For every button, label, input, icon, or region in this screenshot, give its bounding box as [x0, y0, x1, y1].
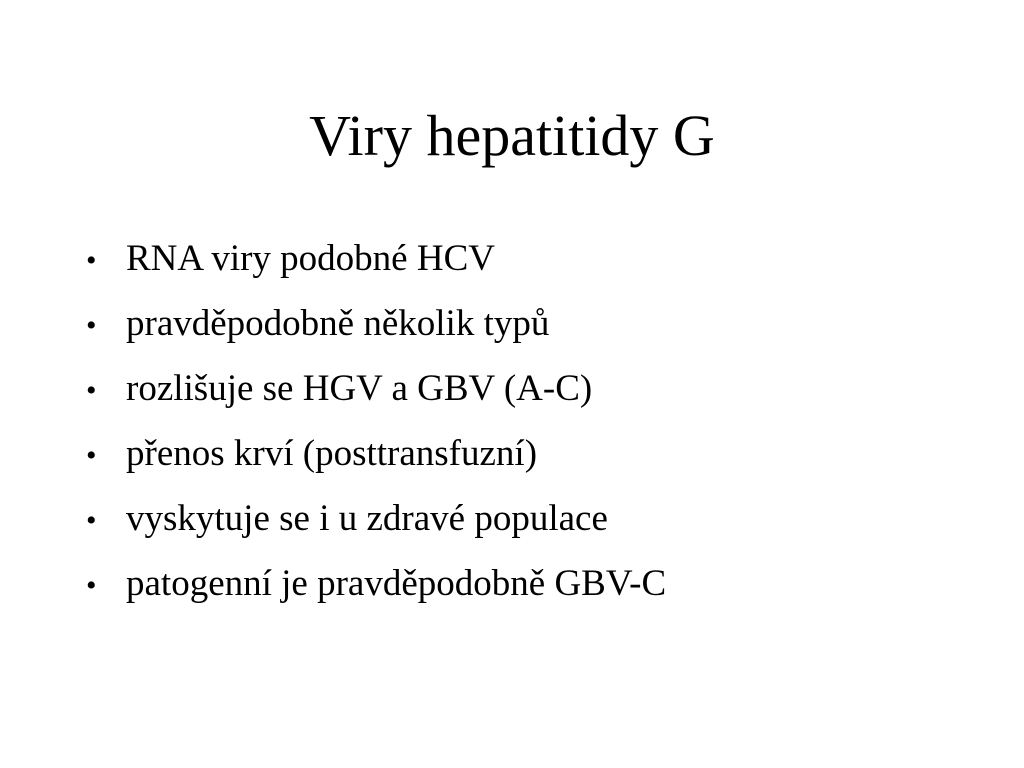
bullet-marker: • — [86, 244, 97, 277]
bullet-text: RNA viry podobné HCV — [126, 238, 495, 279]
bullet-marker: • — [86, 569, 97, 602]
bullet-text: vyskytuje se i u zdravé populace — [126, 498, 608, 539]
bullet-item — [86, 551, 986, 616]
bullet-item — [86, 356, 986, 421]
bullet-item — [86, 291, 986, 356]
bullet-item — [86, 421, 986, 486]
bullet-item — [86, 226, 986, 291]
bullet-marker: • — [86, 439, 97, 472]
bullet-text: pravděpodobně několik typů — [126, 303, 550, 344]
bullet-text: rozlišuje se HGV a GBV (A-C) — [126, 368, 593, 409]
bullet-marker: • — [86, 309, 97, 342]
bullet-item — [86, 486, 986, 551]
bullet-text: patogenní je pravděpodobně GBV-C — [126, 563, 667, 604]
bullet-text: přenos krví (posttransfuzní) — [126, 433, 538, 474]
bullet-list — [86, 226, 986, 616]
bullet-marker: • — [86, 504, 97, 537]
bullet-marker: • — [86, 374, 97, 407]
slide-title: Viry hepatitidy G — [309, 103, 715, 168]
